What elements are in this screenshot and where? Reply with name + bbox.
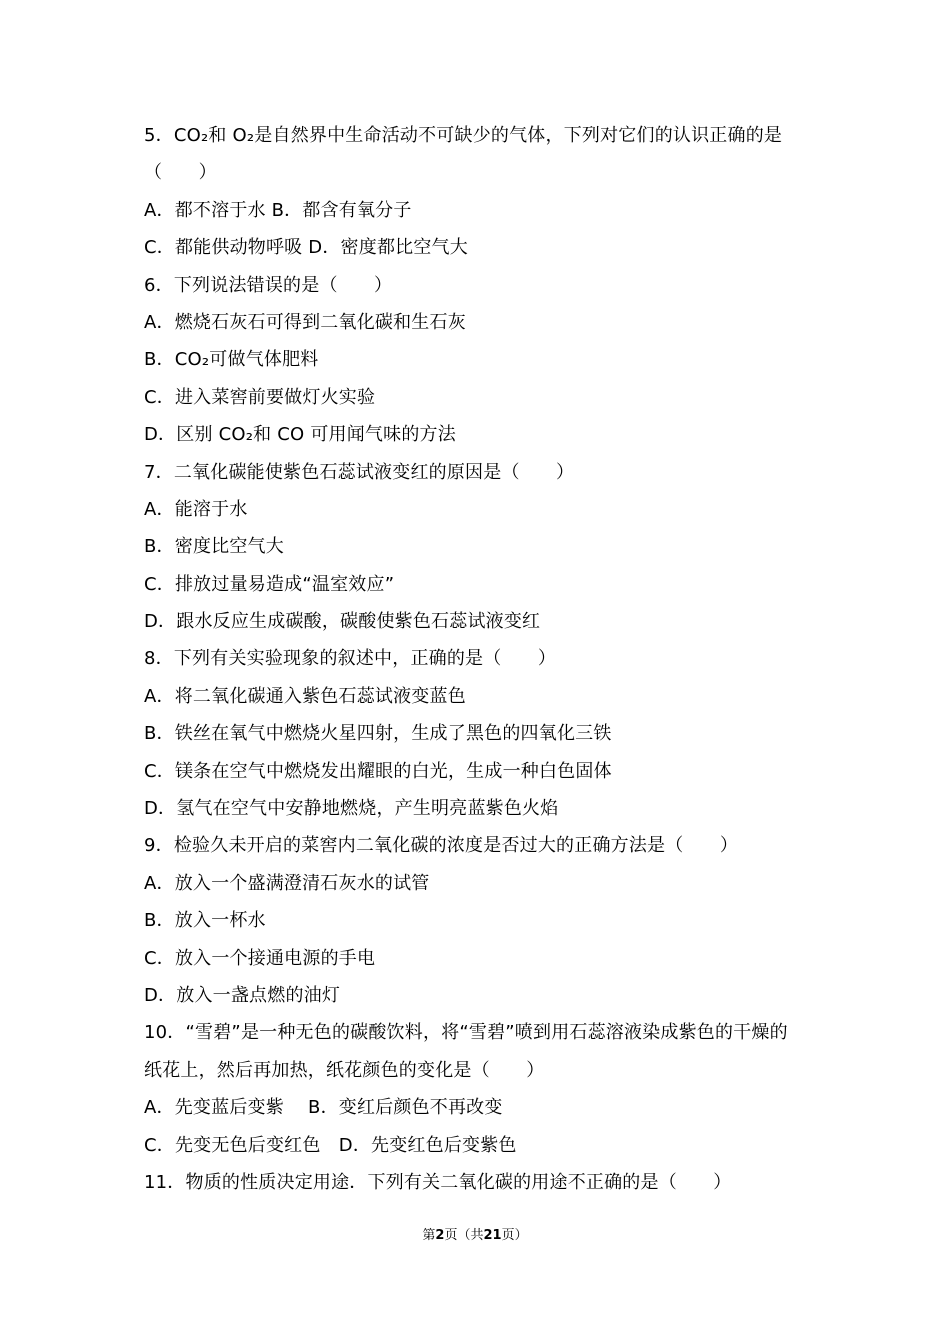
text-line: D．放入一盏点燃的油灯 [144,984,341,1006]
text-line: C．都能供动物呼吸 D．密度都比空气大 [144,237,468,259]
text-line: 8．下列有关实验现象的叙述中，正确的是（ ） [144,648,557,670]
text-line: C．排放过量易造成“温室效应” [144,573,395,595]
text-line: C．先变无色后变红色 D．先变红色后变紫色 [144,1134,517,1156]
text-line: B．CO₂可做气体肥料 [144,349,319,371]
text-line: C．进入菜窖前要做灯火实验 [144,386,376,408]
text-line: B．放入一杯水 [144,910,266,932]
text-line: A．将二氧化碳通入紫色石蕊试液变蓝色 [144,685,466,707]
text-line: B．铁丝在氧气中燃烧火星四射，生成了黑色的四氧化三铁 [144,723,612,745]
text-line: 7．二氧化碳能使紫色石蕊试液变红的原因是（ ） [144,461,575,483]
text-line: 纸花上，然后再加热，纸花颜色的变化是（ ） [144,1059,545,1081]
text-line: A．先变蓝后变紫 B．变红后颜色不再改变 [144,1097,503,1119]
text-line: A．都不溶于水 B．都含有氧分子 [144,199,412,221]
footer-prefix: 第 [422,1228,436,1243]
text-line: 9．检验久未开启的菜窖内二氧化碳的浓度是否过大的正确方法是（ ） [144,835,739,857]
text-line: （ ） [144,162,217,184]
question-content [144,117,824,1201]
footer-page-number: 2 [435,1228,445,1243]
footer-total-pages: 21 [483,1228,502,1243]
text-line: D．区别 CO₂和 CO 可用闻气味的方法 [144,424,456,446]
footer-middle: 页（共 [444,1228,484,1243]
text-line: A．能溶于水 [144,498,248,520]
footer-suffix: 页） [501,1228,528,1243]
text-line: 11．物质的性质决定用途．下列有关二氧化碳的用途不正确的是（ ） [144,1171,732,1193]
text-line: 5．CO₂和 O₂是自然界中生命活动不可缺少的气体，下列对它们的认识正确的是 [144,125,783,146]
text-line: C．放入一个接通电源的手电 [144,947,376,969]
text-line: 6．下列说法错误的是（ ） [144,274,393,296]
text-line: C．镁条在空气中燃烧发出耀眼的白光，生成一种白色固体 [144,760,612,782]
page-footer [0,1226,950,1246]
text-line: B．密度比空气大 [144,536,284,558]
text-line: A．放入一个盛满澄清石灰水的试管 [144,872,430,894]
text-line: D．跟水反应生成碳酸，碳酸使紫色石蕊试液变红 [144,611,541,633]
text-line: D．氢气在空气中安静地燃烧，产生明亮蓝紫色火焰 [144,798,559,820]
text-line: 10．“雪碧”是一种无色的碳酸饮料，将“雪碧”喷到用石蕊溶液染成紫色的干燥的 [144,1022,788,1044]
text-line: A．燃烧石灰石可得到二氧化碳和生石灰 [144,311,466,333]
